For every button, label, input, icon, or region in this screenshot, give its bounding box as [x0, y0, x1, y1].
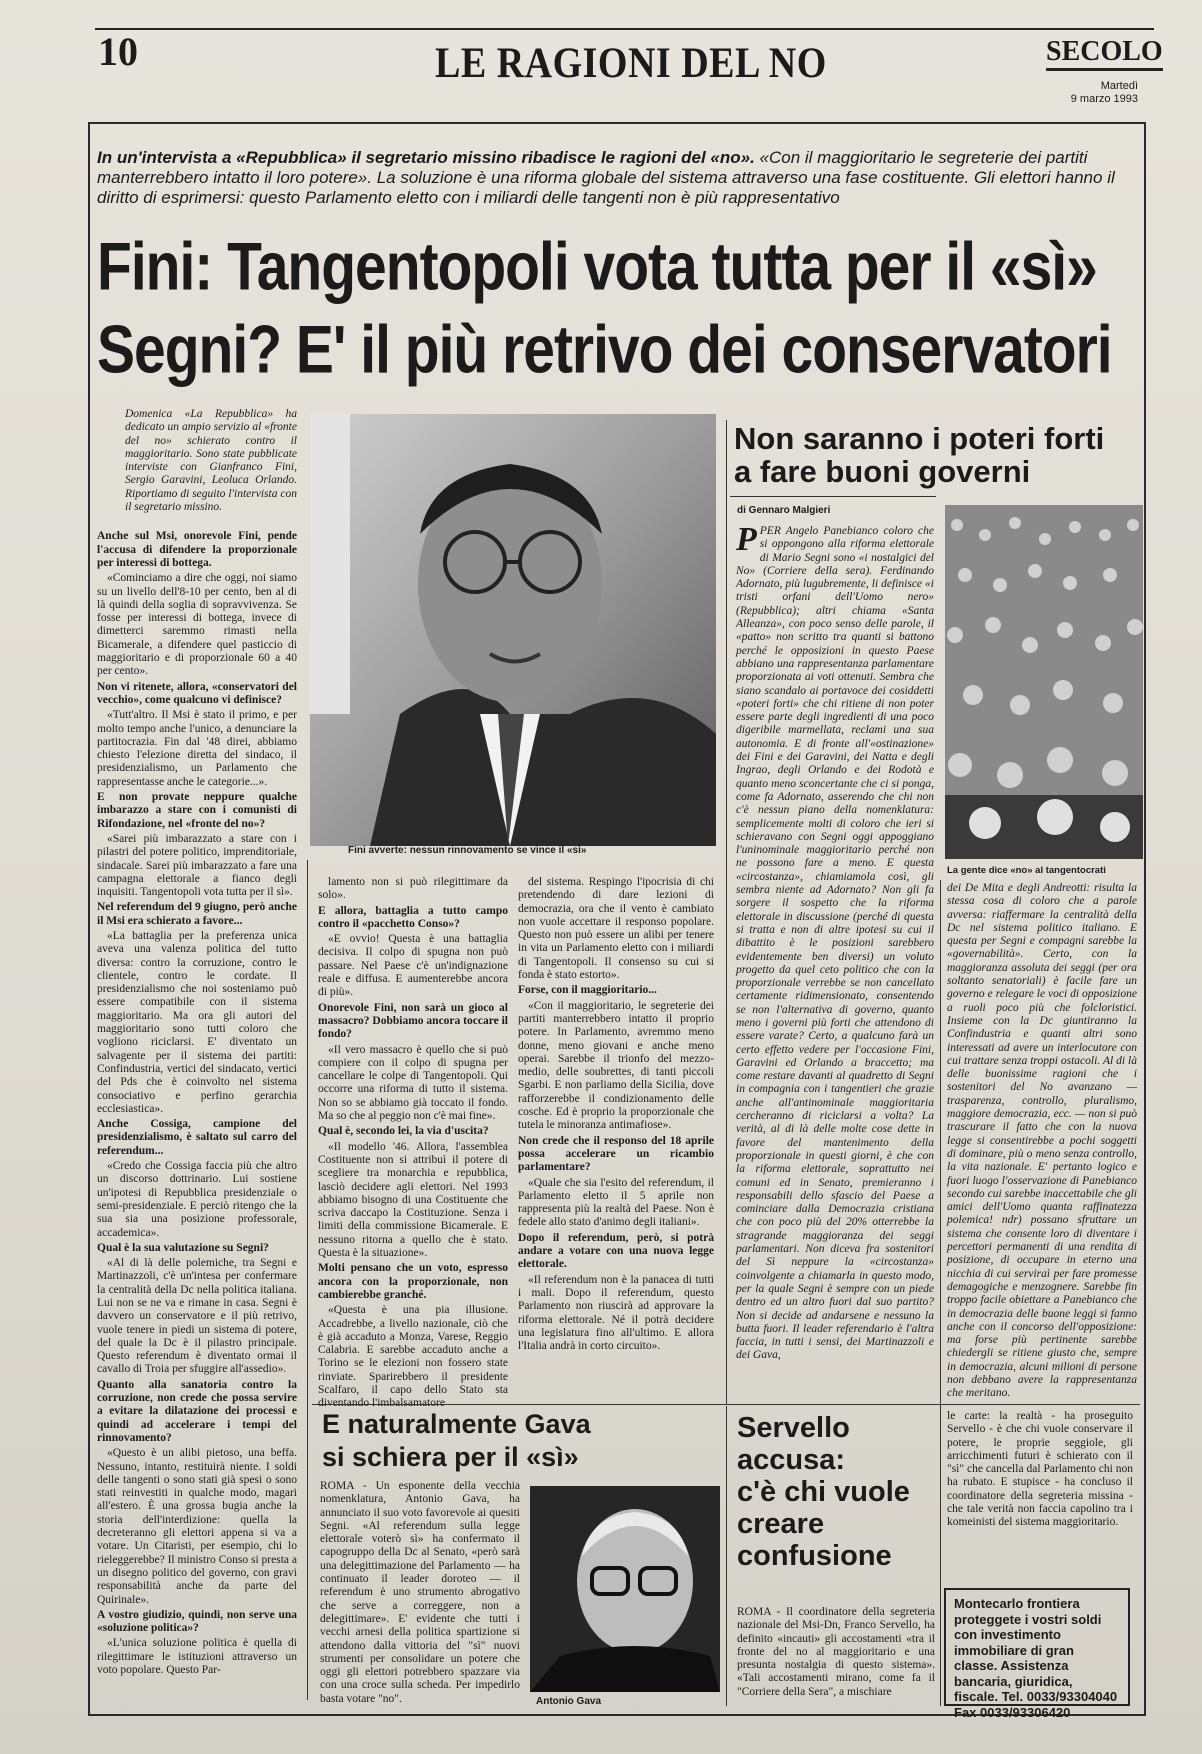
header-rule — [95, 28, 1154, 30]
weekday: Martedì — [1100, 80, 1138, 92]
page-number: 10 — [98, 29, 138, 74]
divider-col1 — [307, 860, 308, 1700]
interview-col1-answer: «Credo che Cossiga faccia più che altro un discorso dottrinario. Lui sostiene un'ipotesi di Repubblica presidenziale o semi-presidenziale. E perciò ritengo che la sua sia una posizione professorale, accademica». — [97, 1160, 297, 1239]
interview-col1-question: Anche sul Msi, onorevole Fini, pende l'accusa di difendere la proporzionale per interessi di bottega. — [97, 530, 297, 569]
interview-col3-question: Dopo il referendum, però, si potrà andare a votare con una nuova legge elettorale. — [518, 1231, 714, 1271]
section-title: LE RAGIONI DEL NO — [435, 39, 827, 88]
dropcap-p: P — [736, 521, 757, 558]
issue-date — [1040, 80, 1138, 106]
gava-portrait-image — [530, 1486, 720, 1692]
headline-line-2: Segni? E' il più retrivo dei conservatori — [97, 312, 1112, 388]
interview-intro: Domenica «La Repubblica» ha dedicato un ampio servizio al «fronte del no» schierato contro il maggioritario. Sono state pubblicate interviste con Gianfranco Fini, Sergio Garavini, Leoluca Orlando. Riportiamo di seguito l'intervista con il segretario missino. — [125, 408, 297, 514]
main-headline — [97, 226, 1137, 391]
interview-col3-answer: del sistema. Respingo l'ipocrisia di chi pretendendo di dare lezioni di democrazia, ora che il vento è cambiato non vuole accettare il responso popolare. Questo non può essere un alibi per tenere in vita un Parlamento eletto con i miliardi di Tangentopoli. Il consenso su cui si fonda è stato estorto». — [518, 876, 714, 982]
poteri-title-line-2: a fare buoni governi — [734, 454, 1031, 489]
interview-col1-answer: «Cominciamo a dire che oggi, noi siamo su un livello dell'8-10 per cento, ben al di là quindi della soglia di sopravvivenza. Se fosse per interessi di bottega, invece di dimetterci saremmo rimasti nella Bicamerale, a difendere quel pasticcio di maggioritario e di proporzionale 60 a 40 per cento». — [97, 572, 297, 678]
interview-col2-question: E allora, battaglia a tutto campo contro il «pacchetto Conso»? — [318, 904, 508, 930]
servello-body-a: ROMA - Il coordinatore della segreteria nazionale del Msi-Dn, Franco Servello, ha definito «incauti» gli accostamenti «tra il fronte del no al maggioritario e una presunta nostalgia di questo sistema». «Tali accostamenti mirano, come fa il "Corriere della Sera", a mischiare — [737, 1606, 935, 1698]
crowd-image — [945, 505, 1143, 859]
date: 9 marzo 1993 — [1070, 93, 1138, 105]
intro-summary — [97, 148, 1127, 208]
poteri-title-rule — [730, 496, 936, 497]
interview-col2-answer: «Questa è una pia illusione. Accadrebbe, a livello nazionale, ciò che è già accaduto a Monza, Varese, Reggio Calabria. E sarebbe accaduto anche a Torino se le elezioni non fossero state rinviate. Sparirebbero il presidente Scalfaro, il capo dello Stato sta diventando l'imbalsamatore — [318, 1304, 508, 1410]
gava-title — [322, 1408, 722, 1474]
newspaper-name: SECOLO — [1046, 36, 1163, 71]
headline-line-1: Fini: Tangentopoli vota tutta per il «sì» — [97, 229, 1097, 306]
interview-col1-answer: «Questo è un alibi pietoso, una beffa. Nessuno, intanto, restituirà niente. I soldi delle tangenti o sono stati già spesi o sono stati reinvestiti in qualche modo, magari all'estero. È una grossa bugia anche la storia dell'interdizione: quella la decreteranno gli elettori appena si va a votare. Un Citaristi, per esempio, chi lo rieleggerebbe? Il ministro Conso si presta a un disegno politico del governo, con gravi responsabilità anche da parte del Quirinale». — [97, 1447, 297, 1606]
interview-col1-question: Non vi ritenete, allora, «conservatori del vecchio», come qualcuno vi definisce? — [97, 680, 297, 706]
interview-col3-question: Forse, con il maggioritario... — [518, 984, 657, 997]
poteri-column-b — [947, 882, 1137, 1404]
divider-col2 — [726, 420, 727, 1405]
interview-col2-answer: «Il modello '46. Allora, l'assemblea Costituente non si attribuì il potere di scegliere tra monarchia e repubblica, lasciò decidere agli elettori. Nel 1993 abbiamo bisogno di una Costituente che scriva daccapo la Costituzione. Senza i limiti della commissione Bicamerale. E nessuno ritorna a quello che è stato. Questa è la situazione». — [318, 1140, 508, 1260]
interview-col2-question: Molti pensano che un voto, espresso ancora con la proporzionale, non cambierebbe granché. — [318, 1262, 508, 1301]
interview-column-1 — [97, 408, 297, 1698]
interview-col1-question: Anche Cossiga, campione del presidenzialismo, è saltato sul carro del referendum... — [97, 1118, 297, 1157]
interview-col1-question: Qual è la sua valutazione su Segni? — [97, 1241, 269, 1254]
intro-text: «Con il maggioritario le segreterie dei partiti manterrebbero intatto il loro potere». La soluzione è una riforma globale del sistema attraverso una fase costituente. Gli elettori hanno il diritto di esprimersi: questo Parlamento eletto con i miliardi delle tangenti non è più rappresentativo — [97, 148, 1115, 207]
interview-col3-answer: «Con il maggioritario, le segreterie dei partiti manterrebbero intatto il proprio potere. In Parlamento, avremmo meno donne, meno giovani e anche meno operai. Sarebbe il trionfo del mezzo-medio, delle soubrettes, di tanti piccoli Sgarbi. E non parliamo della Sicilia, dove rafforzerebbe il condizionamento delle cosche. Ed è proprio la proporzionale che tutela le minoranza antimafiose». — [518, 999, 714, 1132]
servello-text-b — [947, 1410, 1133, 1580]
poteri-text-b: dei De Mita e degli Andreotti: risulta la stessa cosa di coloro che a parole avversa: riaffermare la centralità della Dc nel sistema politico italiano. E questa per Segni e compagni sarebbe la «governabilità». Certo, con la maggioranza assoluta dei seggi (per ora soltanto senatoriali) è facile fare un governo e relegare le voci di opposizione a ruoli poco più che folcloristici. Insieme con la Dc giuntiranno la Confindustria e quanti altri sono interessati ad avere un interlocutore con cui trattare senza troppi ostacoli. Al di là delle buonissime ragioni che i sostenitori del No avanzano — trasparenza, controllo, pluralismo, maggiore democrazia, ecc. — non si può trascurare il fatto che con la nuova legge si consentirebbe a pochi soggetti di dominare, più o meno senza controllo, la vita nazionale. E' pertanto logico e fuori luogo l'osservazione di Panebianco secondo cui sarebbe inaccettabile che gli amici dell'Uomo quanta raffinatezza polemica! ndr) possano sfruttare un sistema che consente loro di diventare i percettori permanenti di una rendita di posizione, di occupare in eterno una nicchia di cui serviraì per fare promesse demagogiche e menzognere. Sarebbe fin troppo facile obiettare a Panebianco che in democrazia delle buone leggi si fanno anche con il concorso dell'opposizione: ma forse più pertinente sarebbe chiedergli se ritiene giusto che, sempre in democrazia, alcuni milioni di persone non debbano avere la rappresentanza che meritano. — [947, 882, 1137, 1400]
interview-col3-answer: «Il referendum non è la panacea di tutti i mali. Dopo il referendum, questo Parlamento non riuscirà ad approvare la riforma elettorale. Né il potrà decidere una legislatura fino all'ultimo. E allora l'Italia andrà in corto circuito». — [518, 1273, 714, 1353]
gava-text — [320, 1480, 520, 1705]
interview-col3-question: Non crede che il responso del 18 aprile possa accelerare un ricambio parlamentare? — [518, 1134, 714, 1174]
servello-title-line-3: c'è chi vuole — [737, 1476, 910, 1508]
crowd-photo — [945, 505, 1143, 859]
divider-col3 — [940, 880, 941, 1706]
interview-col1-question: Quanto alla sanatoria contro la corruzione, non crede che possa servire a evitare la dilatazione dei processi e quindi ad accelerare i tempi del rinnovamento? — [97, 1378, 297, 1444]
servello-title — [737, 1412, 937, 1572]
interview-col1-answer: «L'unica soluzione politica è quella di rilegittimare le istituzioni attraverso un voto popolare. Questo Par- — [97, 1637, 297, 1677]
servello-title-line-2: accusa: — [737, 1444, 846, 1476]
poteri-text-a — [736, 521, 934, 1363]
interview-col1-question: E non provate neppure qualche imbarazzo a stare con i comunisti di Rifondazione, nel «fronte del no»? — [97, 791, 297, 830]
servello-text-a — [737, 1606, 935, 1702]
interview-col2-answer: «Il vero massacro è quello che si può compiere con il colpo di spugna per cancellare le colpe di Tangentopoli. Qui occorre una riforma di tutto il sistema. Non so se abbiamo già toccato il fondo. Ma so che al peggio non c'è mai fine». — [318, 1043, 508, 1123]
gava-body: ROMA - Un esponente della vecchia nomenklatura, Antonio Gava, ha annunciato il suo voto favorevole ai quesiti Segni. «Al referendum sulla legge elettorale voterò sì» ha confermato il capogruppo della Dc al Senato, «però sarà una delegittimazione del Parlamento — ha continuato il leader doroteo — il referendum è uno strumento abrogativo che serve a correggere, non a delegittimare». E' evidente che tutti i vecchi arnesi della politica spartizione si attendono dalla vittoria del "sì" nuovi strumenti per consolidare un potere che oggi gli elettori potrebbero spazzare via con una croce sulla scheda. Per impedirlo basta votare "no". — [320, 1480, 520, 1705]
servello-body-b: le carte: la realtà - ha proseguito Servello - è che chi vuole conservare il potere, le proprie seggiole, gli arricchimenti futuri è schierato con il "sì" che cancella dal Parlamento chi non ha rubato. E stupisce - ha concluso il coordinatore della segreteria missina - che tale verità non faccia capolino tra i komeinisti del sistema maggioritario. — [947, 1410, 1133, 1529]
gava-title-line-1: E naturalmente Gava — [322, 1409, 591, 1439]
interview-column-2 — [318, 876, 508, 1410]
poteri-body-a: PER Angelo Panebianco coloro che si oppongono alla riforma elettorale di Mario Segni sono «i nostalgici del No» (Corriere della sera). Ferdinando Adornato, più lugubremente, li definisce «i tristi orfani dell'Uomo nero» (Repubblica); altri chiama «Santa Alleanza», con poco senso delle parole, il «patto» non scritto tra quanti si battono perché le opposizioni in questo Paese abbiano una rappresentanza parlamentare proporzionata ai voti ottenuti. Sembra che siano scandalo ai portavoce dei cosiddetti «poteri forti» che chi ritiene di non poter essere parte degli ingredienti di una poco digeribile marmellata, reclami una sua autonomia. E di fronte all'«ostinazione» dei Fini e dei Garavini, dei Natta e degli Ingrao, degli Orlando e dei Rodotà e quanto meno sconcertante che ci si ponga, come fa Adornato, asserendo che chi non c'è nessun piano della nomenklatura: semplicemente molti di coloro che ieri si schieravano con Segni oggi appoggiano l'uninominale maggioritario perché non ne possono fare a meno. E questa «circostanza», chiamiamola così, gli sembra niente ad Adornato? Non gli fa sorgere il sospetto che la riforma elettorale in discussione (perché di questa si tratta e non di altre ipotesi su cui il dibattito è le posizioni sarebbero evidentemente ben diversi) un voluto progetto da quel ceto politico che con la proporzionale verrebbe se non cancellato certamente ridimensionato, consentendo se non l'alternativa di governo, quanto meno i governi più forti che attendono di essere varate? Certo, a qualcuno farà un certo effetto vedere per l'occasione Fini, Garavini ed Orlando a braccetto; ma come restare davanti al quadretto di Segni in compagnia con i tangentieri che grazie anche all'antinominale maggioritaria cercheranno di riciclarsi a volta? La verità, al di là delle molte cose dette in favore del mantenimento della proporzionale in questi giorni, è che con la riforma elettorale, soprattutto nei comuni ed in Senato, premieranno i responsabili dello sfascio del Paese a cominciare dalla Democrazia cristiana che con poco più del 20% otterrebbe la stragrande maggioranza dei seggi parlamentari. Non diceva fra sostenitori del Sì neppure la «circostanza» coinvolgente a chiamarla in questo modo, per la quale Segni è sempre con un piede dentro ed un altro fuori dal suo partito? Non si decide ad andarsene e nessuno la butta fuori. Il leader referendario è l'altra faccia, in tutti i sensi, dei Martinazzoli e dei Gava, — [736, 525, 934, 1362]
interview-col1-answer: «Tutt'altro. Il Msi è stato il primo, e per molto tempo anche l'unico, a denunciare la partitocrazia. Fin dal '48 direi, abbiamo chiesto l'elezione diretta del sindaco, il presidenzialismo, un Parlamento che rappresentasse anche le categorie...». — [97, 709, 297, 788]
gava-photo-caption: Antonio Gava — [536, 1696, 602, 1707]
servello-title-line-4: creare — [737, 1508, 825, 1540]
crowd-photo-caption: La gente dice «no» al tangentocrati — [947, 865, 1106, 876]
servello-title-line-5: confusione — [737, 1540, 892, 1572]
gava-title-line-2: si schiera per il «sì» — [322, 1442, 579, 1472]
intro-lead: In un'intervista a «Repubblica» il segretario missino ribadisce le ragioni del «no». — [97, 148, 755, 167]
poteri-column-a — [736, 521, 934, 1403]
fini-photo-caption: Fini avverte: nessun rinnovamento se vince il «sì» — [348, 845, 587, 856]
poteri-title-line-1: Non saranno i poteri forti — [734, 421, 1105, 456]
gava-photo — [530, 1486, 720, 1692]
interview-col2-answer: lamento non si può rilegittimare da solo». — [318, 876, 508, 902]
interview-col1-answer: «Sarei più imbarazzato a stare con i pilastri del potere politico, imprenditoriale, sindacale. Sarei più imbarazzato a fare una campagna elettorale a fianco degli inquisiti. Tangentopoli vota tutta per il sì». — [97, 832, 297, 899]
servello-divider — [726, 1406, 727, 1706]
interview-col2-question: Onorevole Fini, non sarà un gioco al massacro? Dobbiamo ancora toccare il fondo? — [318, 1001, 508, 1041]
advertisement-box: Montecarlo frontiera proteggete i vostri soldi con investimento immobiliare di gran classe. Assistenza bancaria, giuridica, fiscale. Tel. 0033/93304040 Fax 0033/93306420 — [944, 1588, 1130, 1706]
interview-col3-answer: «Quale che sia l'esito del referendum, il Parlamento eletto il 5 aprile non rappresenta più la realtà del Paese. Non è fedele allo stato d'animo degli italiani». — [518, 1176, 714, 1229]
interview-col1-answer: «Al di là delle polemiche, tra Segni e Martinazzoli, c'è un'intesa per confermare la centralità della Dc nella politica italiana. Lui non se ne va e rimane in casa. Segni è davvero un conservatore e il più retrivo, vuole tenere in piedi un sistema di potere, del quale la Dc è il pilastro principale. Questo referendum è diventato ormai il cavallo di Troia per sfuggire all'assedio». — [97, 1257, 297, 1376]
poteri-byline: di Gennaro Malgieri — [737, 505, 831, 516]
interview-col1-question: Nel referendum del 9 giugno, però anche il Msi era schierato a favore... — [97, 901, 297, 927]
interview-col1-answer: «La battaglia per la preferenza unica aveva una valenza politica del tutto diversa: contro la corruzione, contro le clientele, contro le cordate. Il presidenzialismo che noi sosteniamo può essere compatibile con il sistema maggioritario. Ma ora gli autori del maggioritario sono tutti coloro che vogliono riciclarsi. E' diventato un salvagente per il sistema dei partiti: Confindustria, vertici del sindacato, vertici del Pds che è coinvolto nel sistema consociativo e perfino gerarchia ecclesiastica». — [97, 929, 297, 1115]
poteri-title — [734, 422, 1134, 488]
interview-col1-question: A vostro giudizio, quindi, non serve una «soluzione politica»? — [97, 1608, 297, 1635]
fini-photo — [310, 414, 716, 846]
interview-column-3 — [518, 876, 714, 1398]
interview-col2-question: Qual è, secondo lei, la via d'uscita? — [318, 1125, 489, 1138]
servello-title-line-1: Servello — [737, 1412, 850, 1444]
interview-col2-answer: «E ovvio! Questa è una battaglia decisiva. Il colpo di spugna non può passare. Nel Paese c'è un'indignazione reale e diffusa. E aumenterebbe ancora di più». — [318, 933, 508, 999]
fini-portrait-image — [310, 414, 716, 846]
